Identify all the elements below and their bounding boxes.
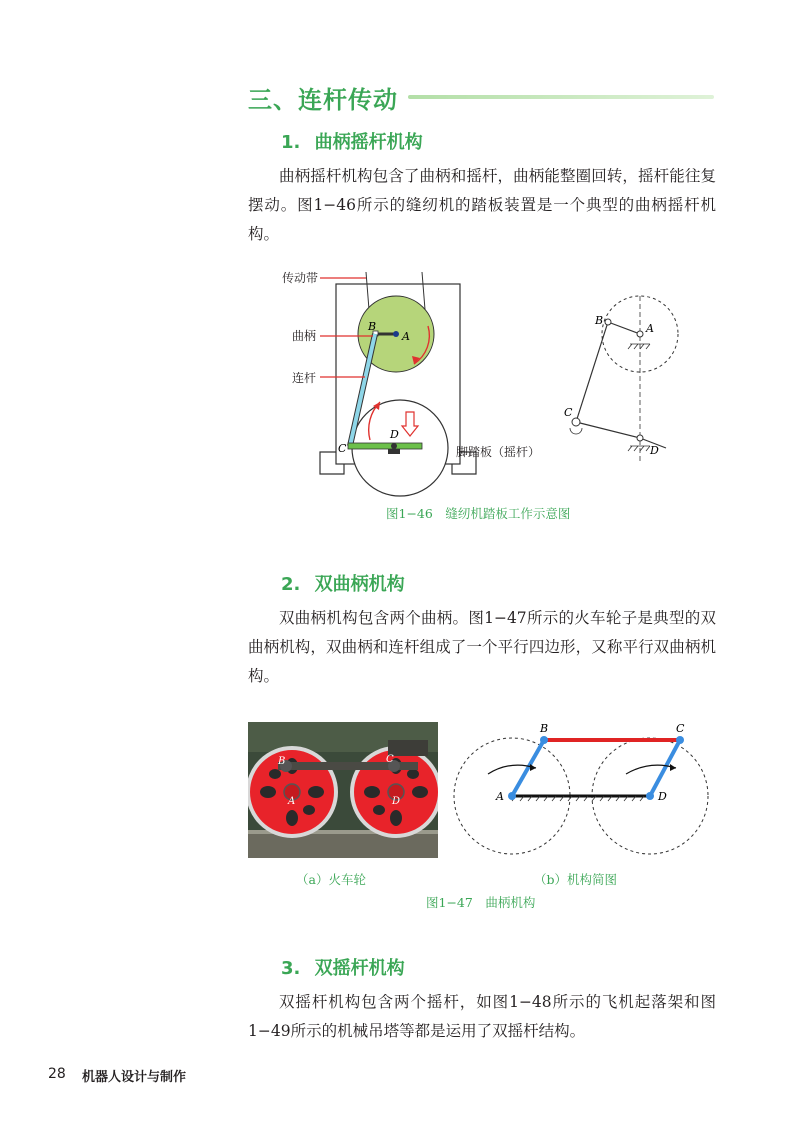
diagram-point-C: C [676, 722, 685, 735]
schematic-point-C: C [564, 406, 573, 419]
subsection-2-paragraph: 双曲柄机构包含两个曲柄。图1−47所示的火车轮子是典型的双曲柄机构，双曲柄和连杆组成了一个平行四边形，又称平行双曲柄机构。 [248, 609, 716, 685]
subsection-1-title: 曲柄摇杆机构 [314, 132, 423, 153]
diagram-point-B: B [540, 722, 549, 735]
pedal-pivot-base [388, 449, 400, 454]
joint-A [393, 331, 399, 337]
diagram-point-D: D [658, 790, 667, 803]
figure-1-47b-caption: （b）机构简图 [534, 872, 618, 887]
figure-1-47a-caption: （a）火车轮 [296, 872, 366, 887]
photo-point-D: D [392, 796, 401, 807]
book-title: 机器人设计与制作 [82, 1070, 187, 1085]
subsection-3-number: 3. [281, 958, 301, 979]
photo-point-A: A [288, 796, 296, 807]
schematic-point-B: B [595, 314, 604, 327]
schematic-point-D: D [650, 444, 659, 457]
joint-D [646, 792, 654, 800]
page-number: 28 [48, 1066, 66, 1082]
subsection-1-paragraph: 曲柄摇杆机构包含了曲柄和摇杆，曲柄能整圈回转，摇杆能往复摆动。图1−46所示的缝纫机的踏板装置是一个典型的曲柄摇杆机构。 [248, 167, 716, 243]
subsection-2-number: 2. [281, 574, 301, 595]
label-link: 连杆 [292, 371, 317, 385]
photo-point-B: B [278, 756, 286, 767]
label-pedal: 脚踏板（摇杆） [456, 445, 541, 459]
subsection-3-title: 双摇杆机构 [314, 958, 405, 979]
joint-C [676, 736, 684, 744]
crank-rocker-schematic [570, 296, 678, 462]
pedal [348, 443, 422, 449]
point-C-label: C [338, 442, 347, 455]
figure-1-47b-mechanism [450, 716, 720, 864]
point-B-label: B [368, 320, 377, 333]
joint-A [508, 792, 516, 800]
subsection-3-heading [281, 954, 405, 980]
subsection-1-number: 1. [281, 132, 301, 153]
left-wheel [248, 748, 336, 836]
subsection-3-paragraph: 双摇杆机构包含两个摇杆，如图1−48所示的飞机起落架和图1−49所示的机械吊塔等都是运用了双摇杆结构。 [248, 993, 716, 1040]
diagram-point-A: A [496, 790, 504, 803]
label-crank: 曲柄 [292, 329, 317, 343]
subsection-2-title: 双曲柄机构 [314, 574, 405, 595]
subsection-2-heading [281, 570, 405, 596]
section-title: 三、连杆传动 [248, 86, 398, 114]
figure-1-47a-train-wheels [248, 722, 438, 858]
photo-point-C: C [386, 754, 394, 765]
figure-1-46-caption: 图1−46 缝纫机踏板工作示意图 [386, 506, 571, 521]
rotation-arrow-right [626, 765, 676, 774]
crank-AB [512, 740, 544, 796]
point-D-label: D [390, 428, 399, 441]
figure-1-46 [280, 262, 700, 502]
joint-D [391, 443, 397, 449]
section-rule [408, 95, 714, 99]
rotation-arrowhead-left [530, 764, 536, 771]
rotation-arrowhead-right [670, 764, 676, 771]
point-A-label: A [402, 330, 410, 343]
subsection-1-heading [281, 128, 423, 154]
figure-1-47-caption: 图1−47 曲柄机构 [426, 895, 536, 910]
label-belt: 传动带 [282, 271, 319, 285]
joint-B [540, 736, 548, 744]
schematic-point-A: A [646, 322, 654, 335]
